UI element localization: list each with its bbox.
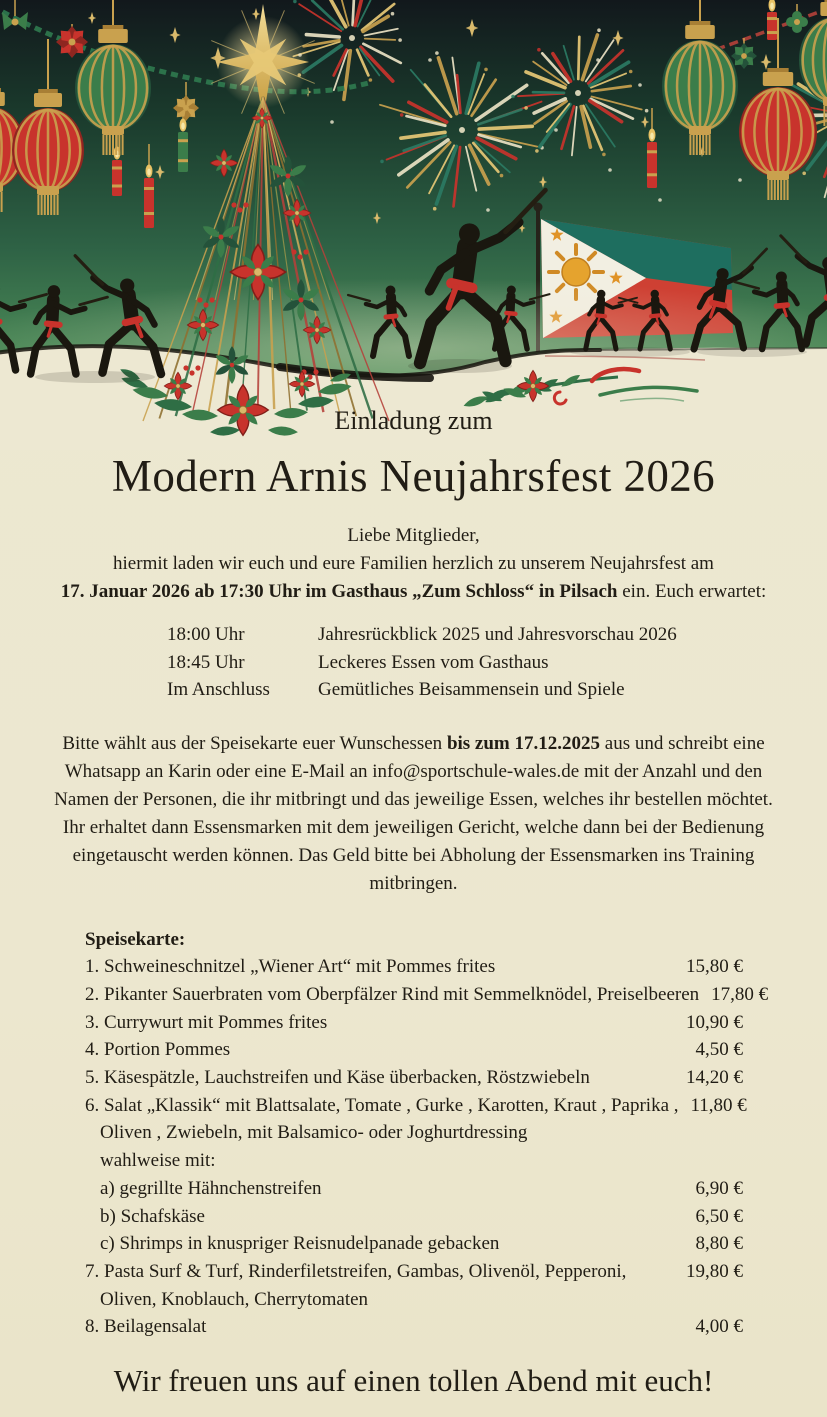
menu-price: 10,90 € [686, 1011, 743, 1033]
schedule-row [167, 649, 827, 677]
intro-block [0, 522, 827, 606]
pretitle: Einladung zum [334, 406, 493, 435]
date-line-rest: ein. Euch erwartet: [617, 581, 767, 602]
menu-sub-item [85, 1203, 743, 1231]
menu-item [85, 1009, 743, 1037]
menu-sub-item [85, 1230, 743, 1258]
menu-item [85, 1313, 743, 1341]
date-line [0, 578, 827, 606]
menu-price: 8,80 € [695, 1233, 743, 1255]
menu-price: 14,20 € [686, 1067, 743, 1089]
menu-item-text: b) Schafskäse [100, 1205, 205, 1227]
menu-item-text: 2. Pikanter Sauerbraten vom Oberpfälzer Rind mit Semmelknödel, Preiselbeeren [85, 983, 700, 1005]
menu-item-text: a) gegrillte Hähnchenstreifen [100, 1177, 322, 1199]
menu-item [85, 1036, 743, 1064]
menu-item-continuation [85, 1286, 743, 1314]
intro-line: hiermit laden wir euch und eure Familien herzlich zu unserem Neujahrsfest am [113, 553, 714, 574]
closing-line: Wir freuen uns auf einen tollen Abend mit euch! [113, 1363, 714, 1399]
greeting: Liebe Mitglieder, [347, 525, 480, 546]
schedule-row [167, 676, 827, 704]
schedule-time: 18:45 Uhr [167, 651, 245, 673]
menu-price: 4,00 € [695, 1316, 743, 1338]
menu-item-continuation [85, 1119, 743, 1147]
menu-item-text: 8. Beilagensalat [85, 1316, 207, 1338]
hero-illustration [0, 0, 827, 450]
menu-item-text: Oliven , Zwiebeln, mit Balsamico- oder Joghurtdressing [100, 1122, 528, 1144]
note-text: aus und schreibt eine Whatsapp an Karin oder eine E-Mail an info@sportschule-wales.de mit der Anzahl und den Namen der Personen, die ihr mitbringt und das jeweilige Essen, welches ihr bestellen möchtet. Ihr erhaltet dann Essensmarken mit dem jeweiligen Gericht, welche dann bei der Bedienung eingetauscht werden können. Das Geld bitte bei Abholung der Essensmarken ins Training mitbringen. [54, 732, 773, 894]
menu-price: 6,90 € [695, 1177, 743, 1199]
menu-sub-item [85, 1175, 743, 1203]
order-instructions [46, 730, 782, 898]
menu-price: 6,50 € [695, 1205, 743, 1227]
menu-item [85, 953, 743, 981]
menu-item [85, 1258, 743, 1286]
menu-price: 15,80 € [686, 956, 743, 978]
menu-item-text: wahlweise mit: [100, 1150, 216, 1172]
page-title: Modern Arnis Neujahrsfest 2026 [111, 451, 716, 501]
menu-price: 17,80 € [711, 983, 769, 1005]
menu-item-text: 3. Currywurt mit Pommes frites [85, 1011, 328, 1033]
menu-price: 11,80 € [690, 1094, 747, 1116]
menu-price: 4,50 € [695, 1039, 743, 1061]
menu-item-text: c) Shrimps in knuspriger Reisnudelpanade gebacken [100, 1233, 500, 1255]
menu-item-text: 7. Pasta Surf & Turf, Rinderfiletstreifen, Gambas, Olivenöl, Pepperoni, [85, 1260, 627, 1282]
schedule-time: 18:00 Uhr [167, 624, 245, 645]
menu-item [85, 981, 769, 1009]
menu-item-text: 4. Portion Pommes [85, 1039, 231, 1061]
order-deadline: bis zum 17.12.2025 [446, 732, 601, 754]
invitation-body [0, 404, 827, 1403]
schedule-time: Im Anschluss [167, 679, 270, 700]
menu-item-text: 1. Schweineschnitzel „Wiener Art“ mit Pommes frites [85, 956, 496, 978]
menu-item-continuation [85, 1147, 743, 1175]
menu-item-text: Oliven, Knoblauch, Cherrytomaten [100, 1288, 369, 1310]
schedule-activity: Gemütliches Beisammensein und Spiele [318, 679, 625, 700]
menu-price: 19,80 € [686, 1260, 743, 1282]
menu-item [85, 1092, 747, 1120]
menu-item-text: 6. Salat „Klassik“ mit Blattsalate, Tomate , Gurke , Karotten, Kraut , Paprika , [85, 1094, 679, 1116]
menu [85, 926, 769, 1342]
schedule-row [167, 621, 827, 649]
schedule-activity: Jahresrückblick 2025 und Jahresvorschau 2026 [318, 624, 677, 645]
menu-item [85, 1064, 743, 1092]
menu-item-text: 5. Käsespätzle, Lauchstreifen und Käse überbacken, Röstzwiebeln [85, 1067, 590, 1089]
schedule [167, 621, 827, 704]
schedule-activity: Leckeres Essen vom Gasthaus [318, 651, 549, 673]
event-date-bold: 17. Januar 2026 ab 17:30 Uhr im Gasthaus „Zum Schloss“ in Pilsach [60, 581, 618, 602]
note-text: Bitte wählt aus der Speisekarte euer Wunschessen [62, 732, 447, 754]
menu-heading: Speisekarte: [85, 928, 186, 950]
